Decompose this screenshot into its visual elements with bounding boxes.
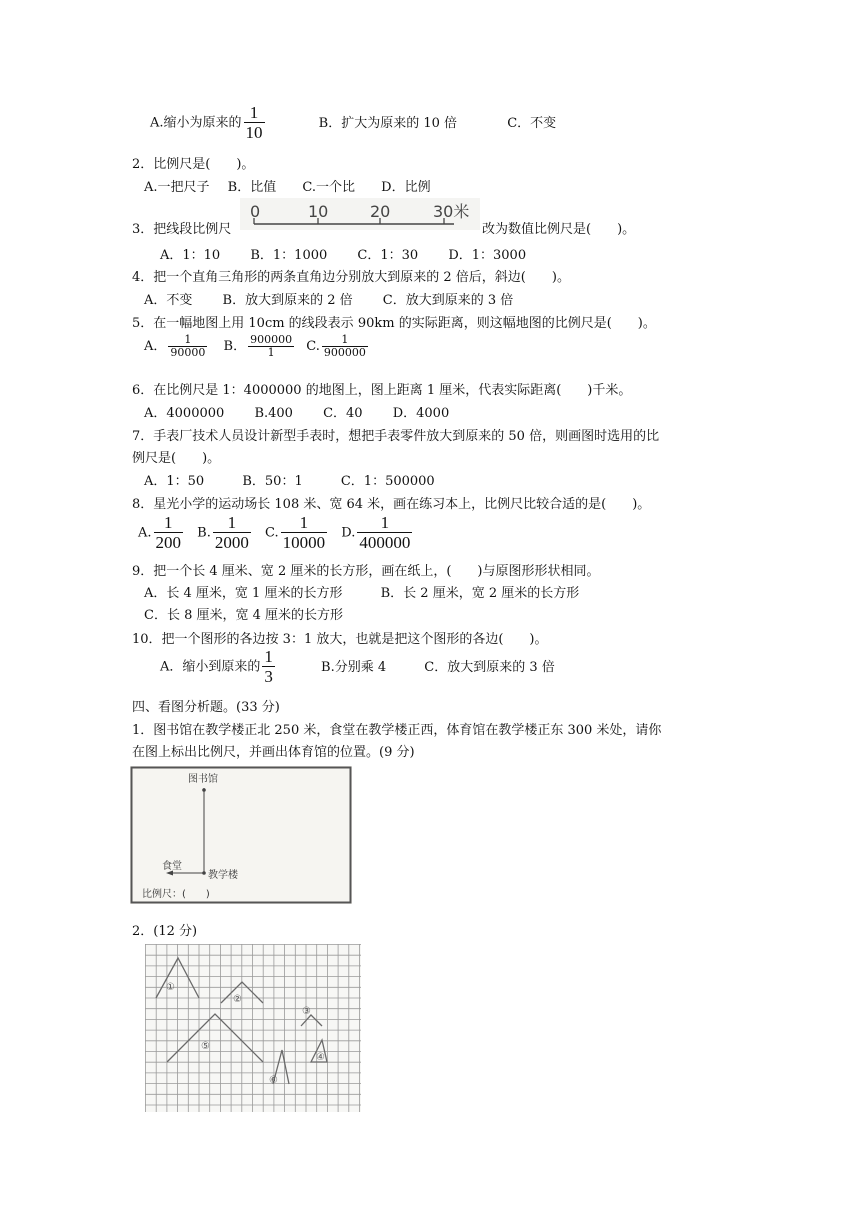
s4-q1-line1: 1．图书馆在教学楼正北 250 米，食堂在教学楼正西，体育馆在教学楼正东 300 米处，请你 [132,723,662,738]
canteen-label: 食堂 [162,861,182,872]
label-1: ① [166,982,175,993]
section-4-title: 四、看图分析题。(33 分) [132,700,280,715]
q6-stem: 6．在比例尺是 1：4000000 的地图上，图上距离 1 厘米，代表实际距离( )千米。 [132,383,632,398]
fraction: $\frac{1}{10}$ [245,103,263,142]
q9-options-row2 [144,604,343,623]
line-scale-svg [240,198,480,230]
fraction: $\frac{1}{90000}$ [170,333,206,359]
fraction: $\frac{1}{2000}$ [214,513,249,552]
q8-stem: 8．星光小学的运动场长 108 米、宽 64 米，画在练习本上，比例尺比较合适的是( )。 [132,497,651,512]
q4-option-b[interactable]: B．放大到原来的 2 倍 [222,293,353,308]
label-4: ④ [316,1052,325,1063]
q7-options [144,470,435,489]
q1-options [150,104,556,142]
q3-options [160,244,526,263]
fraction: $\frac{1}{3}$ [264,647,273,686]
q5-stem: 5．在一幅地图上用 10cm 的线段表示 90km 的实际距离，则这幅地图的比例尺是( )。 [132,316,656,331]
q3-option-d[interactable]: D．1：3000 [448,248,527,263]
q6-options [144,402,449,421]
fraction: $\frac{1}{10000}$ [282,513,326,552]
library-label: 图书馆 [188,774,218,785]
q3-option-c[interactable]: C．1：30 [357,248,419,263]
scale-label-0: 0 [250,202,261,221]
q6-option-a[interactable]: A．4000000 [144,406,225,421]
direction-map-svg [130,766,352,904]
q10-option-a[interactable]: A．缩小到原来的 $\frac{1}{3}$ [160,647,273,686]
q6-option-d[interactable]: D．4000 [392,406,450,421]
q10-options [160,648,555,686]
q9-option-c[interactable]: C．长 8 厘米，宽 4 厘米的长方形 [144,608,344,623]
q10-stem: 10．把一个图形的各边按 3：1 放大，也就是把这个图形的各边( )。 [132,632,548,647]
q5-option-c[interactable]: C. $\frac{1}{900000}$ [306,333,366,359]
label-3: ③ [302,1006,311,1017]
q3-option-a[interactable]: A．1：10 [160,248,221,263]
q2-stem: 2．比例尺是( )。 [132,157,255,172]
q9-option-b[interactable]: B．长 2 厘米，宽 2 厘米的长方形 [380,586,580,601]
q5-option-b[interactable]: B． $\frac{900000}{1}$ [223,333,293,359]
library-point [202,788,206,792]
q7-stem-line2: 例尺是( )。 [132,451,221,466]
teaching-building-label: 教学楼 [208,870,238,881]
fraction: $\frac{900000}{1}$ [250,333,293,359]
line-scale-figure [240,198,480,230]
q6-option-c[interactable]: C．40 [323,406,363,421]
direction-map-figure [130,766,352,904]
q3-stem-after: 改为数值比例尺是( )。 [482,222,636,237]
q4-options [144,289,513,308]
q1-option-c[interactable]: C．不变 [507,115,557,131]
label-2: ② [233,994,242,1005]
q8-option-b[interactable]: B. $\frac{1}{2000}$ [197,513,249,552]
q7-option-c[interactable]: C．1：500000 [340,474,435,489]
q2-option-b[interactable]: B．比值 [227,180,277,195]
q3-option-b[interactable]: B．1：1000 [250,248,328,263]
q9-options-row1 [144,582,579,601]
q5-option-a[interactable]: A． $\frac{1}{90000}$ [144,333,206,359]
q1-option-b[interactable]: B．扩大为原来的 10 倍 [318,115,458,131]
s4-q2-title: 2．(12 分) [132,924,198,939]
fraction: $\frac{1}{200}$ [155,513,182,552]
scale-label-10: 10 [308,202,329,221]
q5-options [144,334,370,359]
q7-option-a[interactable]: A．1：50 [144,474,205,489]
q6-option-b[interactable]: B.400 [254,406,293,421]
q3-stem-before: 3．把线段比例尺 [132,222,232,237]
q8-option-d[interactable]: D. $\frac{1}{400000}$ [341,513,411,552]
q2-option-c[interactable]: C.一个比 [302,180,355,195]
q9-option-a[interactable]: A．长 4 厘米，宽 1 厘米的长方形 [144,586,343,601]
q2-option-d[interactable]: D．比例 [381,180,431,195]
q9-stem: 9．把一个长 4 厘米、宽 2 厘米的长方形，画在纸上，( )与原图形形状相同。 [132,564,600,579]
q2-option-a[interactable]: A.一把尺子 [144,180,210,195]
map-scale-label[interactable]: 比例尺：( ) [142,889,210,900]
q4-option-a[interactable]: A．不变 [144,293,193,308]
fraction: $\frac{1}{400000}$ [359,513,411,552]
q7-stem-line1: 7．手表厂技术人员设计新型手表时，想把手表零件放大到原来的 50 倍，则画图时选用的比 [132,429,660,444]
label-5: ⑤ [201,1041,210,1052]
s4-q1-line2: 在图上标出比例尺，并画出体育馆的位置。(9 分) [132,745,415,760]
q4-stem: 4．把一个直角三角形的两条直角边分别放大到原来的 2 倍后，斜边( )。 [132,270,570,285]
scale-label-30: 30米 [433,202,470,221]
fraction: $\frac{1}{900000}$ [323,333,366,359]
label-6: ⑥ [269,1075,278,1086]
q10-option-c[interactable]: C．放大到原来的 3 倍 [424,659,555,675]
q4-option-c[interactable]: C．放大到原来的 3 倍 [382,293,514,308]
q2-options [144,176,431,195]
q8-option-c[interactable]: C. $\frac{1}{10000}$ [265,513,326,552]
scale-label-20: 20 [370,202,391,221]
q8-options [138,514,414,552]
q7-option-b[interactable]: B．50：1 [242,474,303,489]
q8-option-a[interactable]: A. $\frac{1}{200}$ [138,513,182,552]
grid-svg [145,944,361,1112]
grid-figure [145,944,361,1112]
teaching-building-point[interactable] [202,871,206,875]
q1-option-a[interactable]: A.缩小为原来的 $\frac{1}{10}$ [150,103,263,142]
q10-option-b[interactable]: B.分别乘 4 [321,659,387,675]
